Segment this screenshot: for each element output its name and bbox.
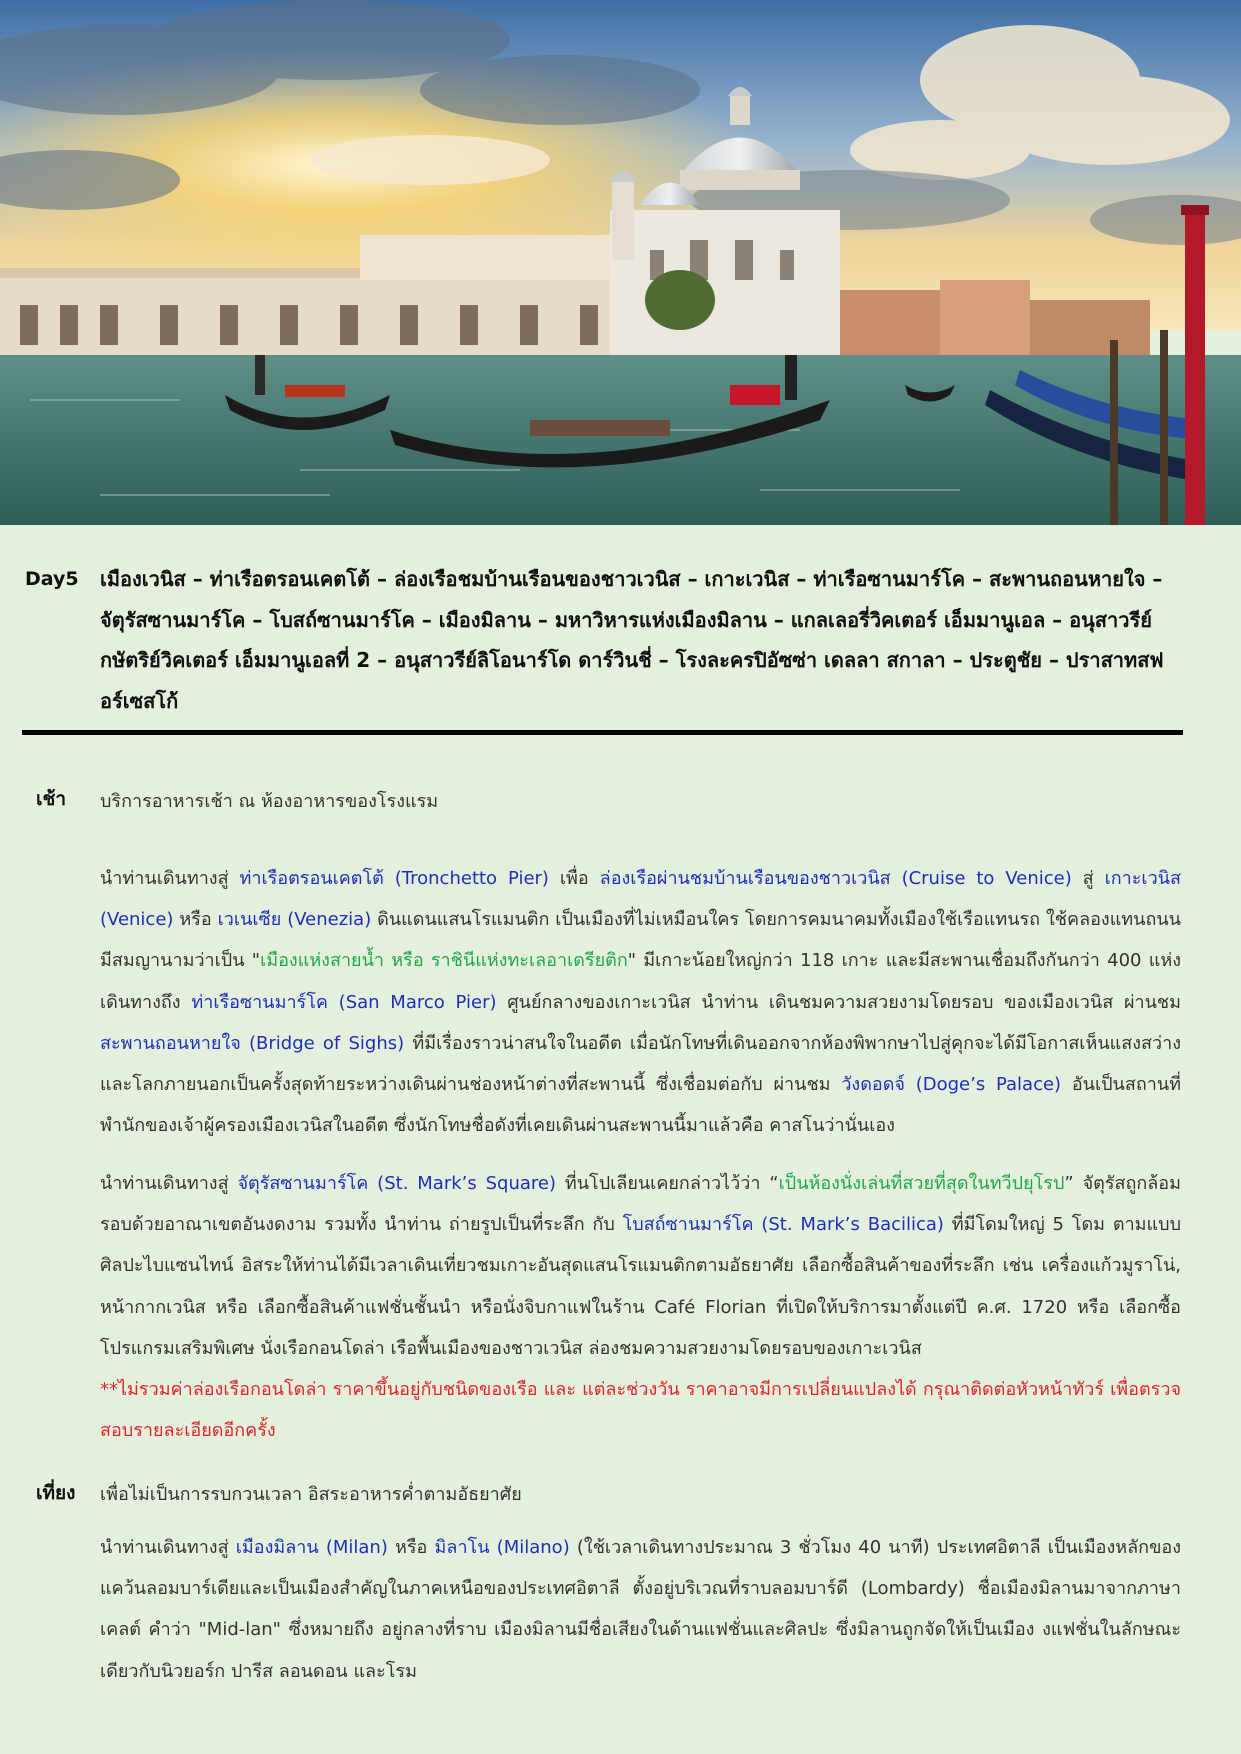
st-marks-square-highlight: จัตุรัสซานมาร์โค (St. Mark’s Square) bbox=[237, 1173, 557, 1194]
para2-text-1: นำท่านเดินทางสู่ bbox=[100, 1173, 238, 1194]
venice-grand-canal-photo bbox=[0, 0, 1241, 525]
tronchetto-pier-highlight: ท่าเรือตรอนเคตโต้ (Tronchetto Pier) bbox=[239, 868, 549, 889]
milan-highlight: เมืองมิลาน (Milan) bbox=[235, 1537, 388, 1558]
para1-text-2: เพื่อ bbox=[548, 868, 600, 889]
venice-paragraph bbox=[100, 858, 1181, 1146]
breakfast-text: บริการอาหารเช้า ณ ห้องอาหารของโรงแรม bbox=[100, 791, 439, 812]
venezia-highlight: เวเนเซีย (Venezia) bbox=[217, 909, 372, 931]
para3-text-3: (ใช้เวลาเดินทางประมาณ 3 ชั่วโมง 40 นาที) ประเทศอิตาลี เป็นเมืองหลักของแคว้นลอมบาร์เดียและเป็นเมืองสำคัญในภาคเหนือของประเทศอิตาลี ตั้งอยู่บริเวณที่ราบลอมบาร์ดี (Lombardy) ชื่อเมืองมิลานมาจากภาษาเคลต์ คำว่า "Mid-lan" ซึ่งหมายถึง อยู่กลางที่ราบ เมืองมิลานมีชื่อเสียงในด้านแฟชั่นและศิลปะ ซึ่งมิลานถูกจัดให้เป็นเมือง งแฟชั่นในลักษณะเดียวกับนิวยอร์ก ปารีส ลอนดอน และโรม bbox=[100, 1537, 1181, 1682]
san-marco-pier-highlight: ท่าเรือซานมาร์โค (San Marco Pier) bbox=[191, 991, 497, 1013]
lunch-label: เที่ยง bbox=[36, 1482, 76, 1504]
para1-text-1: นำท่านเดินทางสู่ bbox=[100, 868, 240, 889]
breakfast-label: เช้า bbox=[36, 788, 67, 810]
st-mark-paragraph bbox=[100, 1163, 1181, 1451]
venice-nickname-quote: เมืองแห่งสายน้ำ หรือ ราชินีแห่งทะเลอาเดรียติก bbox=[260, 950, 628, 972]
para2-text-2: ที่นโปเลียนเคยกล่าวไว้ว่า “ bbox=[556, 1173, 779, 1194]
venice-highlight: เกาะเวนิส (Venice) bbox=[100, 868, 1181, 931]
milan-paragraph bbox=[100, 1527, 1181, 1692]
para2-text-3: ” จัตุรัสถูกล้อมรอบด้วยอาณาเขตอันงดงาม รวมทั้ง นำท่าน ถ่ายรูปเป็นที่ระลึก กับ bbox=[100, 1173, 1181, 1236]
para1-text-8: ที่มีเรื่องราวน่าสนใจในอดีต เมื่อนักโทษที่เดินออกจากห้องพิพากษาไปสู่คุกจะได้มีโอกาสเห็นแสงสว่างและโลกภายนอกเป็นครั้งสุดท้ายระหว่างเดินผ่านช่องหน้าต่างที่สะพานนี้ ซึ่งเชื่อมต่อกับ ผ่านชม bbox=[100, 1032, 1181, 1096]
header-divider bbox=[22, 730, 1183, 735]
para1-text-9: อันเป็นสถานที่พำนักของเจ้าผู้ครองเมืองเวนิสในอดีต ซึ่งนักโทษชื่อดังที่เคยเดินผ่านสะพานนี้มาแล้วคือ คาสโนว่านั่นเอง bbox=[100, 1074, 1182, 1137]
day-label: Day5 bbox=[25, 568, 79, 590]
para1-text-3: สู่ bbox=[1071, 868, 1105, 889]
para2-text-4: ที่มีโดมใหญ่ 5 โดม ตามแบบศิลปะไบแซนไทน์ อิสระให้ท่านได้มีเวลาเดินเที่ยวชมเกาะอันสุดแสนโรแมนติกตามอัธยาศัย เลือกซื้อสินค้าของที่ระลึก เช่น เครื่องแก้วมูราโน่, หน้ากากเวนิส หรือ เลือกซื้อสินค้าแฟชั่นชั้นนำ หรือนั่งจิบกาแฟในร้าน Café Florian ที่เปิดให้บริการมาตั้งแต่ปี ค.ศ. 1720 หรือ เลือกซื้อโปรแกรมเสริมพิเศษ นั่งเรือกอนโดล่า เรือพื้นเมืองของชาวเวนิส ล่องชมความสวยงามโดยรอบของเกาะเวนิส bbox=[100, 1214, 1181, 1359]
para1-text-5: ดินแดนแสนโรแมนติก เป็นเมืองที่ไม่เหมือนใคร โดยการคมนาคมทั้งเมืองใช้เรือแทนรถ ใช้คลองแทนถนน มีสมญานามว่าเป็น " bbox=[100, 909, 1181, 972]
para1-text-7: ศูนย์กลางของเกาะเวนิส นำท่าน เดินชมความสวยงามโดยรอบ ของเมืองเวนิส ผ่านชม bbox=[496, 991, 1181, 1013]
milano-highlight: มิลาโน (Milano) bbox=[434, 1537, 570, 1558]
st-marks-basilica-highlight: โบสถ์ซานมาร์โค (St. Mark’s Bacilica) bbox=[622, 1214, 944, 1236]
bridge-of-sighs-highlight: สะพานถอนหายใจ (Bridge of Sighs) bbox=[100, 1032, 405, 1054]
napoleon-quote: เป็นห้องนั่งเล่นที่สวยที่สุดในทวีปยุโรป bbox=[778, 1173, 1065, 1194]
para1-text-6: " มีเกาะน้อยใหญ่กว่า 118 เกาะ และมีสะพานเชื่อมถึงกันกว่า 400 แห่ง เดินทางถึง bbox=[100, 950, 1182, 1013]
lunch-text: เพื่อไม่เป็นการรบกวนเวลา อิสระอาหารค่ำตามอัธยาศัย bbox=[100, 1484, 522, 1505]
cruise-highlight: ล่องเรือผ่านชมบ้านเรือนของชาวเวนิส (Cruise to Venice) bbox=[599, 868, 1072, 889]
para1-text-4: หรือ bbox=[173, 909, 218, 931]
para3-text-1: นำท่านเดินทางสู่ bbox=[100, 1537, 236, 1558]
doges-palace-highlight: วังดอดจ์ (Doge’s Palace) bbox=[841, 1074, 1062, 1096]
hero-illustration bbox=[0, 0, 1241, 525]
gondola-price-note: **ไม่รวมค่าล่องเรือกอนโดล่า ราคาขึ้นอยู่กับชนิดของเรือ และ แต่ละช่วงวัน ราคาอาจมีการเปลี่ยนแปลงได้ กรุณาติดต่อหัวหน้าทัวร์ เพื่อตรวจสอบรายละเอียดอีกครั้ง bbox=[100, 1379, 1181, 1442]
day-title: เมืองเวนิส – ท่าเรือตรอนเคตโต้ – ล่องเรือชมบ้านเรือนของชาวเวนิส – เกาะเวนิส – ท่าเรือซานมาร์โค – สะพานถอนหายใจ – จัตุรัสซานมาร์โค – โบสถ์ซานมาร์โค – เมืองมิลาน – มหาวิหารแห่งเมืองมิลาน – แกลเลอรี่วิคเตอร์ เอ็มมานูเอล – อนุสาวรีย์กษัตริย์วิคเตอร์ เอ็มมานูเอลที่ 2 – อนุสาวรีย์ลิโอนาร์โด ดาร์วินชี่ – โรงละครปิอัซซ่า เดลลา สกาลา – ประตูชัย – ปราสาทสฟอร์เซสโก้ bbox=[100, 567, 1164, 713]
para3-text-2: หรือ bbox=[387, 1537, 435, 1558]
